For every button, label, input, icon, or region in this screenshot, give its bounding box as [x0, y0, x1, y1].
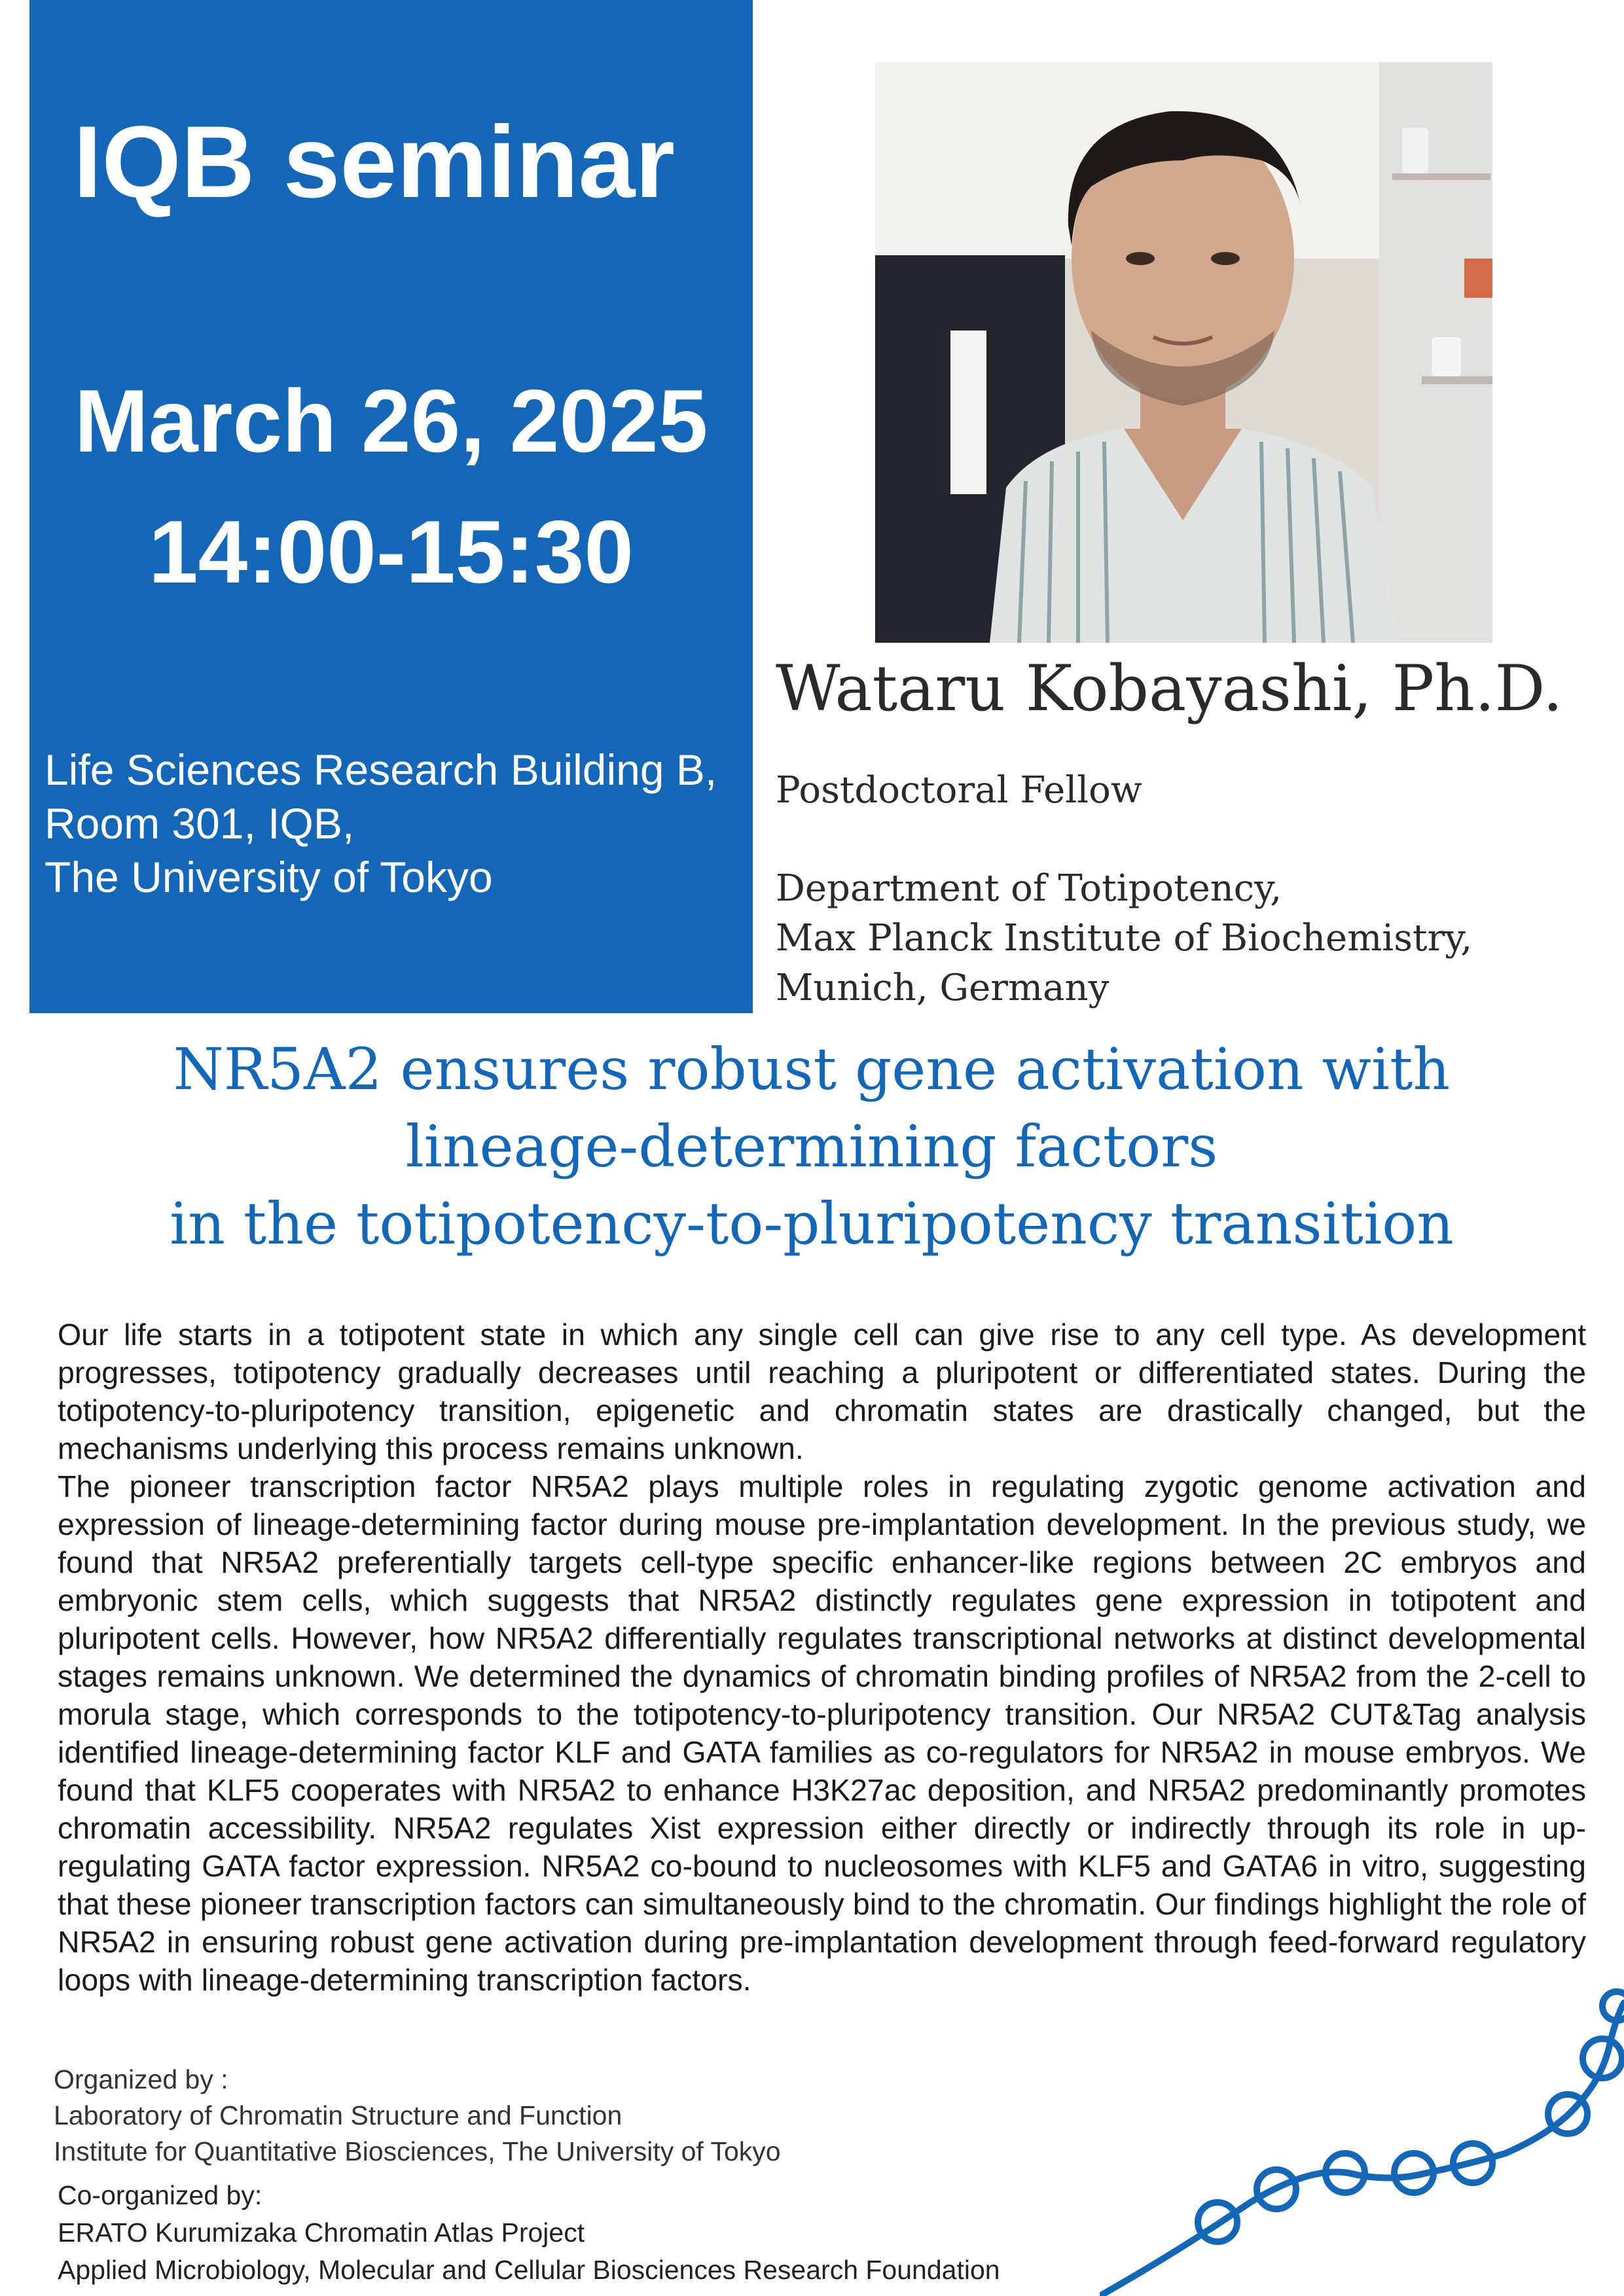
- affiliation-line: Department of Totipotency,: [776, 867, 1282, 910]
- abstract-paragraph: Our life starts in a totipotent state in which any single cell can give rise to any cell type. As development progresses, totipotency gradually decreases until reaching a pluripotent or differentiated states. During the totipotency-to-pluripotency transition, epigenetic and chromatin states are drastically changed, but the mechanisms underlying this process remains unknown.: [58, 1318, 1586, 1465]
- talk-title-line: in the totipotency-to-pluripotency transition: [170, 1190, 1454, 1257]
- speaker-affiliation: [776, 864, 1472, 1013]
- speaker-name: Wataru Kobayashi, Ph.D.: [776, 652, 1563, 725]
- abstract: [58, 1316, 1586, 1999]
- talk-title-line: lineage-determining factors: [405, 1113, 1218, 1180]
- event-time: 14:00-15:30: [149, 502, 634, 601]
- speaker-position: Postdoctoral Fellow: [776, 769, 1142, 812]
- coorganizers: [58, 2177, 1000, 2289]
- organizer-line: Laboratory of Chromatin Structure and Function: [54, 2100, 623, 2130]
- venue-line: Room 301, IQB,: [45, 799, 355, 848]
- organizers: [54, 2062, 781, 2170]
- affiliation-line: Munich, Germany: [776, 967, 1110, 1009]
- event-title: IQB seminar: [73, 105, 676, 219]
- venue: [45, 743, 751, 904]
- affiliation-line: Max Planck Institute of Biochemistry,: [776, 917, 1473, 960]
- abstract-paragraph: The pioneer transcription factor NR5A2 plays multiple roles in regulating zygotic genome activation and expression of lineage-determining factor during mouse pre-implantation development. In the previous study, we found that NR5A2 preferentially targets cell-type specific enhancer-like regions between 2C embryos and embryonic stem cells, which suggests that NR5A2 distinctly regulates gene expression in totipotent and pluripotent cells. However, how NR5A2 differentially regulates transcriptional networks at distinct developmental stages remains unknown. We determined the dynamics of chromatin binding profiles of NR5A2 from the 2-cell to morula stage, which corresponds to the totipotency-to-pluripotency transition. Our NR5A2 CUT&Tag analysis identified lineage-determining factor KLF and GATA families as co-regulators for NR5A2 in mouse embryos. We found that KLF5 cooperates with NR5A2 to enhance H3K27ac deposition, and NR5A2 predominantly promotes chromatin accessibility. NR5A2 regulates Xist expression either directly or indirectly through its role in up-regulating GATA factor expression. NR5A2 co-bound to nucleosomes with KLF5 and GATA6 in vitro, suggesting that these pioneer transcription factors can simultaneously bind to the chromatin. Our findings highlight the role of NR5A2 in ensuring robust gene activation during pre-implantation development through feed-forward regulatory loops with lineage-determining transcription factors.: [58, 1469, 1586, 1997]
- talk-title-line: NR5A2 ensures robust gene activation with: [173, 1035, 1451, 1103]
- organizers-label: Organized by :: [54, 2064, 228, 2094]
- coorganizer-line: Applied Microbiology, Molecular and Cellular Biosciences Research Foundation: [58, 2255, 1000, 2285]
- talk-title: [39, 1031, 1584, 1263]
- organizer-line: Institute for Quantitative Biosciences, The University of Tokyo: [54, 2136, 781, 2166]
- coorganizers-label: Co-organized by:: [58, 2180, 262, 2210]
- event-date: March 26, 2025: [74, 371, 708, 471]
- speaker-photo: [875, 62, 1492, 643]
- chromatin-chain-decoration: [1100, 1977, 1624, 2296]
- venue-line: Life Sciences Research Building B,: [45, 745, 717, 794]
- coorganizer-line: ERATO Kurumizaka Chromatin Atlas Project: [58, 2217, 585, 2248]
- venue-line: The University of Tokyo: [45, 853, 493, 901]
